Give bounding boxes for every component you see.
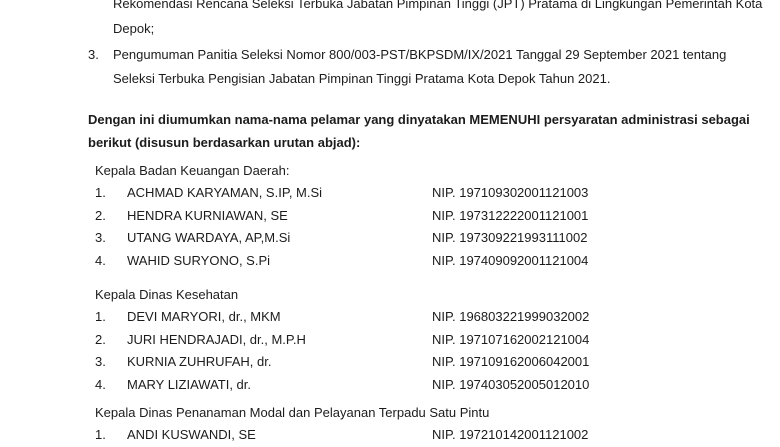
section-title: Kepala Badan Keuangan Daerah: (95, 163, 290, 178)
row-number: 4. (95, 252, 106, 268)
applicant-nip: NIP. 197409092001121004 (432, 252, 589, 268)
row-number: 1. (95, 309, 106, 324)
table-row (95, 205, 735, 228)
row-number: 3. (95, 230, 106, 245)
paragraph-line: Rekomendasi Rencana Seleksi Terbuka Jabatan Pimpinan Tinggi (JPT) Pratama di Lingkungan Pemerintah Kota (113, 0, 763, 11)
applicant-name: ANDI KUSWANDI, SE (127, 427, 256, 442)
applicant-name: MARY LIZIAWATI, dr. (127, 376, 252, 392)
position-section (95, 160, 735, 272)
table-row (95, 329, 735, 352)
position-section (95, 284, 735, 396)
row-number: 3. (95, 354, 106, 369)
applicant-nip: NIP. 197403052005012010 (432, 376, 590, 392)
intro-text: berikut (disusun berdasarkan urutan abjad): (88, 135, 361, 150)
section-title: Kepala Dinas Penanaman Modal dan Pelayanan Terpadu Satu Pintu (95, 405, 490, 420)
applicant-name: UTANG WARDAYA, AP,M.Si (127, 230, 291, 245)
table-row (95, 374, 735, 397)
applicant-nip: NIP. 197210142001121002 (432, 427, 589, 442)
applicant-nip: NIP. 197109302001121003 (432, 185, 589, 200)
section-title: Kepala Dinas Kesehatan (95, 287, 239, 302)
table-row (95, 306, 735, 329)
row-number: 2. (95, 207, 106, 223)
table-row (95, 424, 735, 447)
table-row (95, 250, 735, 273)
intro-text: Dengan ini diumumkan nama-nama pelamar yang dinyatakan MEMENUHI persyaratan administrasi sebagai (88, 112, 750, 127)
row-number: 1. (95, 427, 106, 442)
table-row (95, 351, 735, 374)
row-number: 2. (95, 331, 106, 347)
row-number: 4. (95, 376, 106, 392)
table-row (95, 227, 735, 250)
applicant-name: JURI HENDRAJADI, dr., M.P.H (127, 331, 306, 347)
applicant-name: ACHMAD KARYAMAN, S.IP, M.Si (127, 185, 323, 200)
list-number: 3. (88, 47, 99, 62)
paragraph-line: Pengumuman Panitia Seleksi Nomor 800/003-PST/BKPSDM/IX/2021 Tanggal 29 September 2021 tentang (113, 47, 727, 62)
applicant-nip: NIP. 197309221993111002 (432, 230, 588, 245)
applicant-name: HENDRA KURNIAWAN, SE (127, 207, 288, 223)
paragraph-line: Depok; (113, 21, 155, 36)
paragraph-line: Seleksi Terbuka Pengisian Jabatan Pimpinan Tinggi Pratama Kota Depok Tahun 2021. (113, 71, 611, 86)
applicant-name: KURNIA ZUHRUFAH, dr. (127, 354, 272, 369)
applicant-name: WAHID SURYONO, S.Pi (127, 252, 271, 268)
applicant-name: DEVI MARYORI, dr., MKM (127, 309, 281, 324)
applicant-nip: NIP. 196803221999032002 (432, 309, 590, 324)
applicant-nip: NIP. 197312222001121001 (432, 207, 589, 223)
row-number: 1. (95, 185, 106, 200)
table-row (95, 182, 735, 205)
applicant-nip: NIP. 197109162006042001 (432, 354, 590, 369)
applicant-nip: NIP. 197107162002121004 (432, 331, 590, 347)
